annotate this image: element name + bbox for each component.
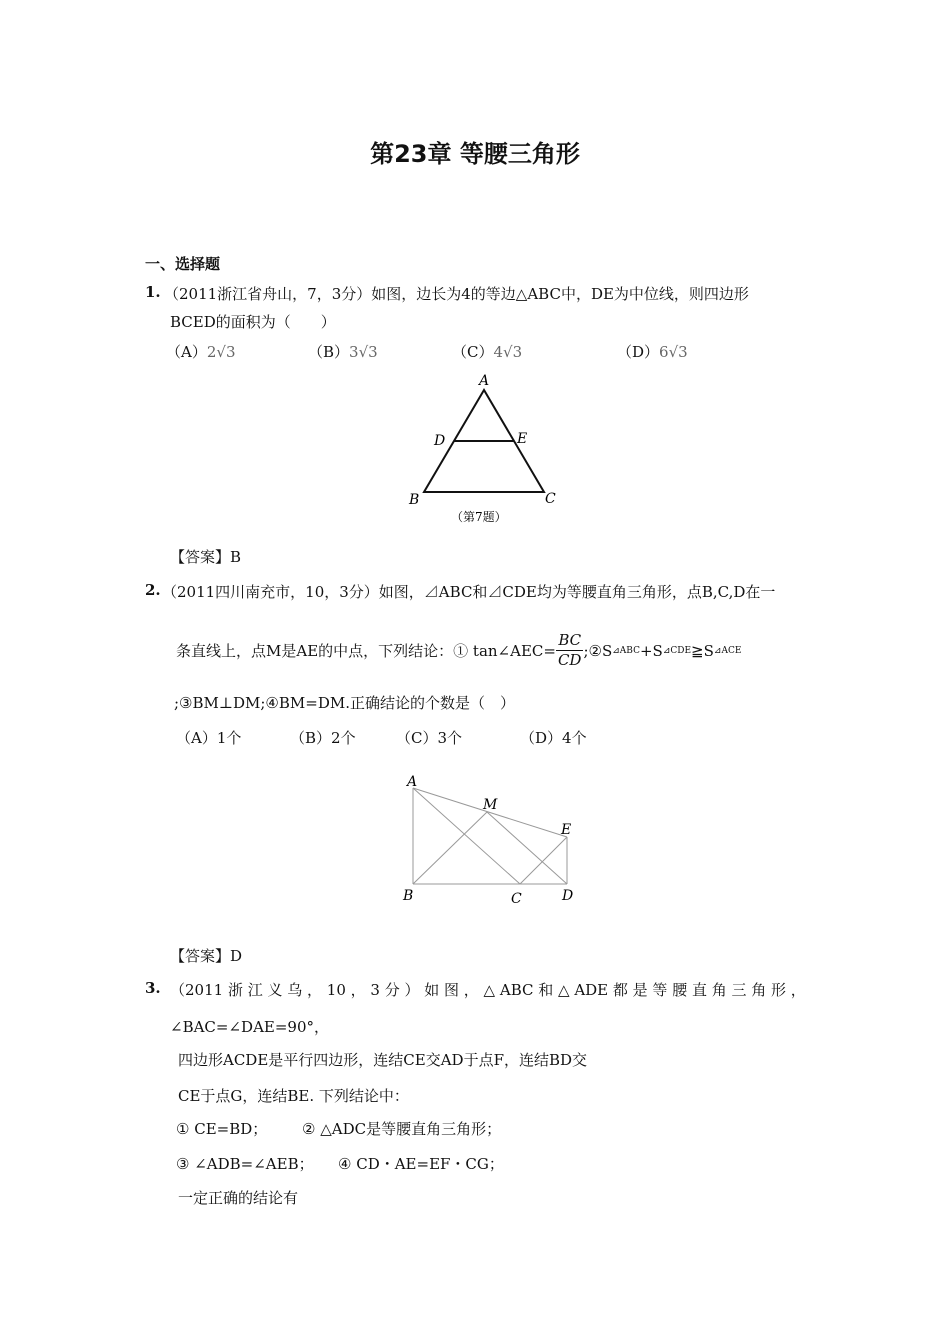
- q2-line1: （2011四川南充市，10，3分）如图，⊿ABC和⊿CDE均为等腰直角三角形，点B,C,D在一: [162, 583, 776, 601]
- q2-option-a: （A）1个: [176, 729, 242, 747]
- label-e: E: [517, 431, 528, 447]
- q2-number: 2.: [145, 581, 161, 599]
- q1-option-a: （A）2√3: [166, 343, 236, 361]
- segment-ac: [413, 788, 520, 884]
- q3-line7: 一定正确的结论有: [178, 1189, 299, 1207]
- q3-line6a: ③ ∠ADB=∠AEB；: [176, 1155, 314, 1173]
- q3-line5b: ② △ADC是等腰直角三角形；: [302, 1120, 502, 1138]
- q2-answer: 【答案】D: [170, 947, 243, 965]
- page-title: 第23章 等腰三角形: [370, 140, 580, 168]
- q2-option-d: （D）4个: [520, 729, 587, 747]
- q1-figure: [395, 370, 575, 530]
- q2-option-c: （C）3个: [396, 729, 463, 747]
- label-b: B: [403, 888, 414, 904]
- figure-caption: （第7题）: [451, 510, 507, 524]
- label-d: D: [434, 433, 446, 449]
- segment-ce: [520, 837, 567, 884]
- q2-line2: 条直线上，点M是AE的中点，下列结论：① tan∠AEC= $\frac{BC}{CD}$ ;②S ⊿ABC +S ⊿CDE ≧S ⊿ACE: [176, 631, 742, 669]
- q2-option-b: （B）2个: [290, 729, 356, 747]
- q2-line3: ;③BM⊥DM;④BM=DM.正确结论的个数是（ ）: [174, 694, 515, 712]
- fraction-bc-cd: $\frac{BC}{CD}$: [557, 631, 582, 669]
- label-b: B: [409, 492, 420, 508]
- q1-answer: 【答案】B: [170, 548, 242, 566]
- q1-number: 1.: [145, 283, 161, 301]
- q1-line1: （2011浙江省舟山，7，3分）如图，边长为4的等边△ABC中，DE为中位线，则四边形: [164, 285, 749, 303]
- q3-line2: ∠BAC=∠DAE=90°，: [170, 1018, 330, 1036]
- q3-line6b: ④ CD・AE=EF・CG；: [338, 1155, 504, 1173]
- q2-figure: [395, 770, 595, 910]
- label-a: A: [407, 774, 418, 790]
- q1-option-d: （D）6√3: [617, 343, 688, 361]
- label-m: M: [483, 797, 498, 813]
- segment-bm: [413, 812, 487, 884]
- q1-option-c: （C）4√3: [452, 343, 523, 361]
- label-a: A: [479, 373, 490, 389]
- q3-line5a: ① CE=BD；: [176, 1120, 268, 1138]
- q3-number: 3.: [145, 979, 161, 997]
- segment-md: [487, 812, 567, 884]
- label-c: C: [511, 891, 522, 907]
- label-c: C: [545, 491, 556, 507]
- q3-line1: （2011 浙 江 义 乌 ， 10 ， 3 分 ） 如 图 ， △ ABC 和 △ ADE 都 是 等 腰 直 角 三 角 形 ，: [170, 981, 806, 999]
- label-d: D: [562, 888, 574, 904]
- label-e: E: [561, 822, 572, 838]
- q3-line3: 四边形ACDE是平行四边形，连结CE交AD于点F，连结BD交: [178, 1051, 588, 1069]
- q1-option-b: （B）3√3: [308, 343, 378, 361]
- q3-line4: CE于点G，连结BE. 下列结论中：: [178, 1087, 409, 1105]
- section-heading: 一、选择题: [145, 255, 221, 273]
- q1-line2: BCED的面积为（ ）: [170, 313, 336, 331]
